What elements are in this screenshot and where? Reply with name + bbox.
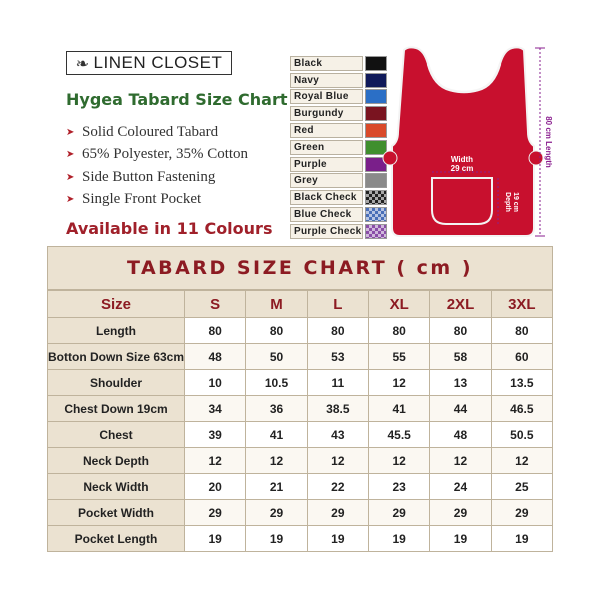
table-cell: 43 (307, 422, 368, 448)
feature-item (66, 121, 248, 144)
table-cell: 20 (185, 474, 246, 500)
colour-list (290, 55, 387, 240)
table-cell: 19 (368, 526, 429, 552)
table-cell: 29 (368, 500, 429, 526)
colour-option (290, 72, 387, 89)
row-label: Neck Depth (48, 448, 185, 474)
table-cell: 29 (307, 500, 368, 526)
colour-name: Black Check (290, 190, 363, 205)
row-label: Pocket Length (48, 526, 185, 552)
table-cell: 58 (430, 344, 491, 370)
table-row (48, 370, 553, 396)
table-cell: 25 (491, 474, 552, 500)
row-label: Pocket Width (48, 500, 185, 526)
table-cell: 29 (491, 500, 552, 526)
table-cell: 41 (368, 396, 429, 422)
table-header-row (48, 291, 553, 318)
table-cell: 22 (307, 474, 368, 500)
arrow-icon: ➤ (66, 171, 75, 183)
table-row (48, 474, 553, 500)
colour-option (290, 223, 387, 240)
colour-option (290, 89, 387, 106)
table-cell: 48 (430, 422, 491, 448)
table-cell: 55 (368, 344, 429, 370)
table-cell: 53 (307, 344, 368, 370)
table-cell: 45.5 (368, 422, 429, 448)
table-cell: 38.5 (307, 396, 368, 422)
table-cell: 19 (307, 526, 368, 552)
feature-text: Single Front Pocket (82, 191, 202, 208)
feature-list (66, 121, 248, 211)
table-cell: 10 (185, 370, 246, 396)
table-cell: 12 (307, 448, 368, 474)
colour-option (290, 55, 387, 72)
feature-item (66, 166, 248, 189)
row-label: Botton Down Size 63cm (48, 344, 185, 370)
table-cell: 50.5 (491, 422, 552, 448)
depth-value: 19 cm (512, 192, 519, 212)
row-label: Chest (48, 422, 185, 448)
table-cell: 80 (368, 318, 429, 344)
column-header: L (307, 291, 368, 318)
brand-name: LINEN CLOSET (93, 53, 223, 72)
table-cell: 36 (246, 396, 307, 422)
table-cell: 21 (246, 474, 307, 500)
arrow-icon: ➤ (66, 149, 75, 161)
colour-name: Red (290, 123, 363, 138)
colour-name: Grey (290, 173, 363, 188)
colour-name: Purple Check (290, 224, 363, 239)
column-header: Size (48, 291, 185, 318)
table-cell: 19 (491, 526, 552, 552)
table-cell: 12 (246, 448, 307, 474)
colour-name: Blue Check (290, 207, 363, 222)
colour-option (290, 189, 387, 206)
column-header: 3XL (491, 291, 552, 318)
table-cell: 60 (491, 344, 552, 370)
table-cell: 29 (430, 500, 491, 526)
table-cell: 24 (430, 474, 491, 500)
available-colours-text: Available in 11 Colours (66, 219, 273, 238)
table-row (48, 448, 553, 474)
feature-text: 65% Polyester, 35% Cotton (82, 146, 249, 163)
feature-item (66, 189, 248, 212)
table-cell: 12 (368, 370, 429, 396)
table-cell: 12 (185, 448, 246, 474)
table-row (48, 422, 553, 448)
table-cell: 19 (430, 526, 491, 552)
colour-name: Burgundy (290, 106, 363, 121)
table-cell: 80 (491, 318, 552, 344)
column-header: XL (368, 291, 429, 318)
table-cell: 34 (185, 396, 246, 422)
colour-name: Purple (290, 157, 363, 172)
column-header: S (185, 291, 246, 318)
size-chart (47, 246, 553, 552)
row-label: Shoulder (48, 370, 185, 396)
page-title: Hygea Tabard Size Chart (66, 90, 288, 109)
colour-option (290, 206, 387, 223)
colour-option (290, 122, 387, 139)
table-cell: 80 (430, 318, 491, 344)
table-cell: 29 (185, 500, 246, 526)
table-cell: 39 (185, 422, 246, 448)
arrow-icon: ➤ (66, 194, 75, 206)
colour-name: Black (290, 56, 363, 71)
length-label: 80 cm Length (544, 116, 553, 168)
table-cell: 10.5 (246, 370, 307, 396)
colour-option (290, 105, 387, 122)
size-table (47, 290, 553, 552)
table-cell: 50 (246, 344, 307, 370)
column-header: 2XL (430, 291, 491, 318)
colour-name: Royal Blue (290, 89, 363, 104)
table-cell: 80 (307, 318, 368, 344)
table-row (48, 344, 553, 370)
table-cell: 44 (430, 396, 491, 422)
feature-text: Side Button Fastening (82, 168, 216, 185)
colour-option (290, 173, 387, 190)
table-row (48, 526, 553, 552)
side-button-left (383, 151, 397, 165)
row-label: Length (48, 318, 185, 344)
table-cell: 13 (430, 370, 491, 396)
brand-mark-icon: ❧ (75, 53, 90, 73)
colour-option (290, 156, 387, 173)
table-cell: 19 (246, 526, 307, 552)
row-label: Neck Width (48, 474, 185, 500)
depth-label: Depth (504, 192, 511, 212)
table-cell: 12 (491, 448, 552, 474)
table-cell: 23 (368, 474, 429, 500)
column-header: M (246, 291, 307, 318)
table-cell: 48 (185, 344, 246, 370)
table-cell: 80 (246, 318, 307, 344)
colour-name: Green (290, 140, 363, 155)
table-row (48, 396, 553, 422)
arrow-icon: ➤ (66, 126, 75, 138)
table-cell: 11 (307, 370, 368, 396)
feature-text: Solid Coloured Tabard (82, 123, 219, 140)
table-row (48, 318, 553, 344)
size-chart-title: TABARD SIZE CHART ( cm ) (47, 246, 553, 290)
colour-name: Navy (290, 73, 363, 88)
brand-logo (66, 51, 232, 75)
table-cell: 12 (430, 448, 491, 474)
row-label: Chest Down 19cm (48, 396, 185, 422)
table-cell: 46.5 (491, 396, 552, 422)
colour-option (290, 139, 387, 156)
width-label: Width (450, 155, 474, 164)
table-cell: 80 (185, 318, 246, 344)
table-row (48, 500, 553, 526)
tabard-illustration (378, 42, 553, 242)
feature-item (66, 144, 248, 167)
side-button-right (529, 151, 543, 165)
table-cell: 12 (368, 448, 429, 474)
width-value: 29 cm (450, 164, 474, 173)
table-cell: 29 (246, 500, 307, 526)
table-cell: 19 (185, 526, 246, 552)
table-cell: 41 (246, 422, 307, 448)
table-cell: 13.5 (491, 370, 552, 396)
